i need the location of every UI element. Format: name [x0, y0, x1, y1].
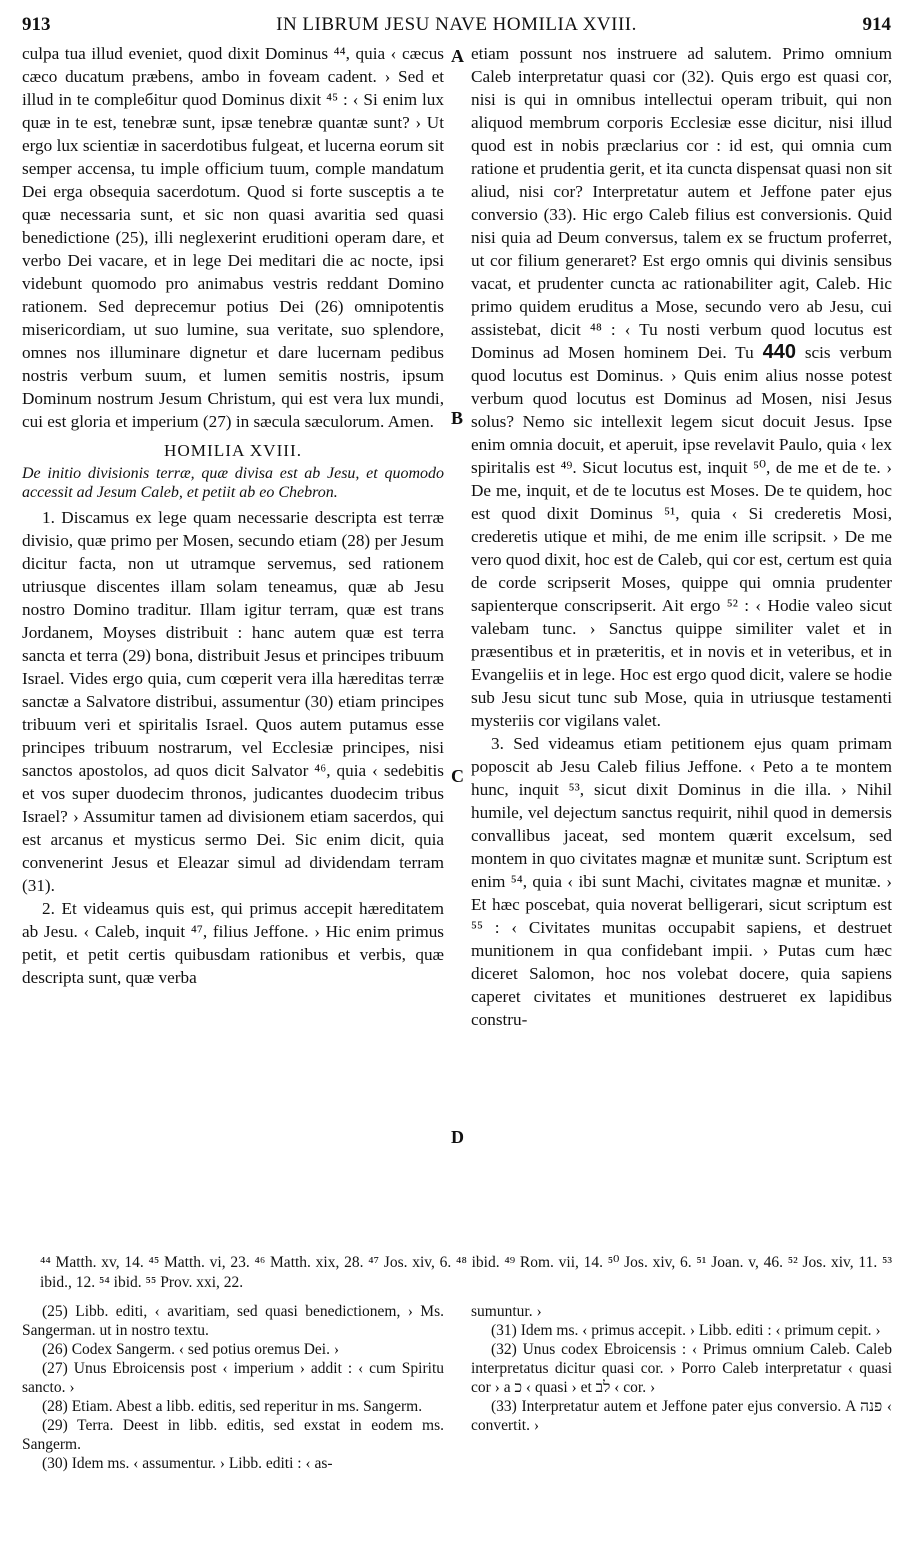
- left-paragraph-3: 2. Et videamus quis est, qui primus accepit hæreditatem ab Jesu. ‹ Caleb, inquit ⁴⁷, filius Jeffone. › Hic enim primus petit, et petit certis quibusdam rationibus et verbis, quæ descripta sunt, quæ verba: [22, 899, 444, 987]
- footnote-32: (32) Unus codex Ebroicensis : ‹ Primus omnium Caleb. Caleb interpretatus dicitur quasi cor. › Porro Caleb interpretatur ‹ quasi cor › a כ ‹ quasi › et לב ‹ cor. ›: [471, 1341, 892, 1396]
- column-number: 440: [762, 341, 796, 363]
- footnote-25: (25) Libb. editi, ‹ avaritiam, sed quasi benedictionem, › Ms. Sangerman. ut in nostro textu.: [22, 1303, 444, 1339]
- footnotes-left: [22, 1302, 444, 1473]
- right-paragraph-1: [471, 42, 892, 732]
- homily-title: HOMILIA XVIII.: [163, 441, 303, 460]
- footnote-31: (31) Idem ms. ‹ primus accepit. › Libb. editi : ‹ primum cepit. ›: [491, 1322, 881, 1339]
- footnote-26: (26) Codex Sangerm. ‹ sed potius oremus Dei. ›: [42, 1341, 340, 1358]
- right-paragraph-1b: scis verbum quod locutus est Dominus. › Quis enim alius nosse potest verbum quod locutus est Dominus ad Mosen, nisi Jesus solus? Nemo sic intellexit legem sicut docuit Jesus. Ipse enim omnia docuit, et aperuit, ipse revelavit Paulo, quia ‹ lex spiritalis est ⁴⁹. Sicut locutus est, inquit ⁵⁰, de me et de te. › De me, inquit, et de te locutus est Moses. De te quidem, hoc est quod dixit Dominus ⁵¹, quia ‹ Si crederetis Mosi, crederetis utique et mihi, de me enim ille scripsit. › De me vero quod dixit, hoc est de Caleb, qui cor est, certum est quia de corde scripserit Moses, quippe qui omnia prudenter sapienterque conscripserit. Ait ergo ⁵² : ‹ Hodie valeo sicut valebam tunc. › Sanctus quippe similiter valet et in præsentibus et in præteritis, et in novis et in veteribus, et in Evangeliis et in lege. Hoc est ergo quod dicit, valere se hodie sub Jesu sicut tunc sub Mose, quia in utriusque testamenti mysteriis cor vigilans valet.: [471, 343, 893, 730]
- left-paragraph-2: 1. Discamus ex lege quam necessarie descripta est terræ divisio, quæ primo per Mosen, secundo etiam (28) per Jesum dicitur facta, non ut utramque servemus, sed rationem utriusque discentes illam solam teneamus, quæ ab Jesu nostro Domino traditur. Illam igitur terram, quæ est trans Jordanem, Moyses distribuit : hanc autem quæ est terra sancta et terra (29) bona, distribuit Jesus et principes tribuum Israel. Vides ergo quia, cum cœperit vera illa hæreditas terræ sanctæ a Salvatore distribui, assumentur (30) etiam principes tribuum veri et spiritalis Israel. Quos autem putamus esse principes tribuum nostrarum, vel Ecclesiæ principes, nisi sanctos apostolos, ad quos dicit Salvator ⁴⁶, quia ‹ sedebitis et vos super duodecim thronos, judicantes duodecim tribus Israel? › Assumitur tamen ad divisionem etiam sacerdos, qui est arcanus et mysticus sermo Dei. Sic enim dicit, quia convenerint Jesus et Eleazar simul ad dividendam terram (31).: [22, 508, 444, 895]
- homily-subtitle: De initio divisionis terræ, quæ divisa est ab Jesu, et quomodo accessit ad Jesum Caleb, et petiit ab eo Chebron.: [22, 465, 444, 501]
- page-number-right: 914: [862, 14, 891, 35]
- footnote-28: (28) Etiam. Abest a libb. editis, sed reperitur in ms. Sangerm.: [42, 1398, 423, 1415]
- right-column: [471, 42, 892, 1031]
- footnotes-right: [471, 1302, 892, 1435]
- right-paragraph-2: 3. Sed videamus etiam petitionem ejus quam primam poposcit ab Jesu Caleb filius Jeffone. ‹ Peto a te montem hunc, inquit ⁵³, sicut dixit Dominus in die illa. › Nihil humile, vel dejectum sanctus requirit, nihil quod in demersis convallibus jaceat, sed montem quærit excelsum, sed montem in quo civitates magnæ et munitæ sunt. Scriptum est enim ⁵⁴, quia ‹ ibi sunt Machi, civitates magnæ et munitæ. › Et hæc poscebat, quia noverat belligerari, sicut scriptum est ⁵⁵ : ‹ Civitates munitas occupabit sapiens, et destruet munitionem in qua confidebant impii. › Putas cum hæc diceret Salomon, hoc nos volebat docere, quia sapiens caperet civitates et munitiones destrueret ex lapidibus constru-: [471, 734, 892, 1029]
- footnote-29: (29) Terra. Deest in libb. editis, sed exstat in eodem ms. Sangerm.: [22, 1417, 444, 1453]
- page-number-left: 913: [22, 14, 51, 35]
- running-title: IN LIBRUM JESU NAVE HOMILIA XVIII.: [276, 14, 637, 35]
- footnote-30: (30) Idem ms. ‹ assumentur. › Libb. editi : ‹ as-: [42, 1455, 333, 1472]
- running-header: [22, 14, 891, 38]
- scripture-references: ⁴⁴ Matth. xv, 14. ⁴⁵ Matth. vi, 23. ⁴⁶ Matth. xix, 28. ⁴⁷ Jos. xiv, 6. ⁴⁸ ibid. ⁴⁹ Rom. vii, 14. ⁵⁰ Jos. xiv, 6. ⁵¹ Joan. v, 46. ⁵² Jos. xiv, 11. ⁵³ ibid., 12. ⁵⁴ ibid. ⁵⁵ Prov. xxi, 22.: [40, 1254, 892, 1291]
- footnote-27: (27) Unus Ebroicensis post ‹ imperium › addit : ‹ cum Spiritu sancto. ›: [22, 1360, 444, 1396]
- footnote-30-continued: sumuntur. ›: [471, 1303, 542, 1320]
- footnote-33: (33) Interpretatur autem et Jeffone pater ejus conversio. A פנה ‹ convertit. ›: [471, 1398, 893, 1434]
- left-paragraph-1: culpa tua illud eveniet, quod dixit Dominus ⁴⁴, quia ‹ cæcus cæco ducatum præbens, ambo in foveam cadent. › Sed et illud in te compleбitur quod Dominus dixit ⁴⁵ : ‹ Si enim lux quæ in te est, tenebræ sunt, ipsæ tenebræ quantæ sunt? › Ut ergo lux scientiæ in sacerdotibus fulgeat, et lucerna eorum sit semper accensa, tu imple officium tuum, comple mandatum Dei erga obsequia sacerdotum. Quod si forte susceptis a te quæ necessaria sunt, et sic non quasi avaritia sed quasi benedictione (25), illi neglexerint eruditioni operam dare, et verbo Dei vacare, et in lege Dei meditari die ac nocte, ipsi videbunt quomodo pro animabus vestris reddant Domino rationem. Sed deprecemur potius Dei (26) omnipotentis misericordiam, ut suo lumine, sua veritate, suo splendore, omnes nos illuminare dignetur et dare lucernam pedibus nostris verbum suum, et lumen semitis nostris, ipsum Dominum nostrum Jesum Christum, qui est vera lux mundi, cui est gloria et imperium (27) in sæcula sæculorum. Amen.: [22, 44, 444, 431]
- margin-letter-c: C: [451, 766, 464, 786]
- left-column: [22, 42, 444, 989]
- margin-letter-d: D: [451, 1127, 464, 1147]
- right-paragraph-1a: etiam possunt nos instruere ad salutem. Primo omnium Caleb interpretatur quasi cor (32). Quis ergo est quasi cor, nisi is qui in omnibus intellectui operam tribuit, qui non aliquod membrum corporis Ecclesiæ esse dicitur, nisi illud quod est in nobis præclarius cor : id est, qui omnia cum ratione et prudentia gerit, et ita cuncta dispensat quasi non sit aliud, nisi cor? Interpretatur autem et Jeffone pater ejus conversio (33). Hic ergo Caleb filius est conversionis. Quid nisi quia ad Deum conversus, talem ex se fructum proferret, ut cor filium generaret? Est ergo omnis qui divinis sensibus vacat, et prudenter cuncta ac rationabiliter agit, Caleb. Hic primo quidem eruditus a Mose, secundo vero ab Jesu, cui assistebat, dicit ⁴⁸ : ‹ Tu nosti verbum quod locutus est Dominus ad Mosen hominem Dei. Tu: [471, 44, 892, 362]
- margin-letter-a: A: [451, 46, 464, 66]
- margin-letter-b: B: [451, 408, 464, 428]
